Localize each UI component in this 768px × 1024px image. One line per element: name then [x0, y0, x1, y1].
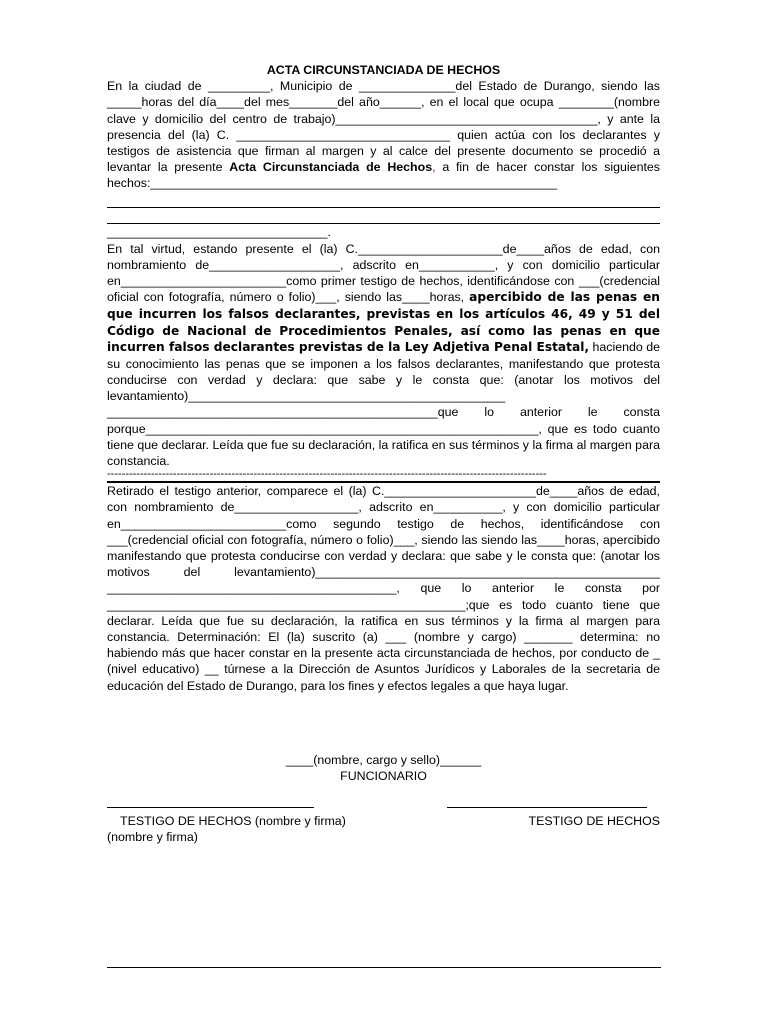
first-witness-text: En tal virtud, estando presente el (la) C._____________________de____años de edad, con nombramiento de___________________, adscrito en___________, y con domicilio particular en________________________como primer testigo de hechos, identificándose con ___(credencial oficial con fotografía, número o folio)___, siendo las____horas,: [107, 241, 660, 305]
intro-comma: ,: [432, 160, 436, 175]
witness-signatures: [107, 807, 660, 841]
official-title: FUNCIONARIO: [340, 769, 427, 784]
intro-text-after: a fin de hacer constar los siguientes hechos:___________________________________________________________: [107, 160, 660, 191]
blank-line: [107, 192, 660, 208]
witness-left-signature-line: [107, 807, 314, 808]
witness-left-label: TESTIGO DE HECHOS (nombre y firma): [120, 814, 346, 829]
dashed-separator: ------------------------------------------------------------------------------------------------------------------------: [107, 469, 547, 481]
official-signature-line: ____(nombre, cargo y sello)______: [285, 752, 482, 767]
document-title: ACTA CIRCUNSTANCIADA DE HECHOS: [266, 63, 501, 77]
intro-bold-title: Acta Circunstanciada de Hechos: [229, 160, 433, 175]
paragraph-intro: [107, 78, 660, 191]
witness-right-signature-line: [447, 807, 647, 808]
intro-text: En la ciudad de _________, Municipio de ______________del Estado de Durango, siendo las _____horas del día____del mes_______del año______, en el local que ocupa ________(nombre clave y domicilio del centro de trabajo)______________________________________, y ante la presencia del (la) C. _______________________________ quien actúa con los declarantes y testigos de asistencia que firman al margen y al calce del presente documento se procedió a levantar la presente: [107, 79, 660, 175]
paragraph-second-witness: Retirado el testigo anterior, comparece el (la) C.______________________de____años de edad, con nombramiento de__________________, adscrito en__________, y con domicilio particular en________________________como segundo testigo de hechos, identificándose con ___(credencial oficial con fotografía, número o folio)___, siendo las siendo las____horas, apercibido manifestando que protesta conducirse con verdad y declara: que sabe y le consta que: (anotar los motivos del levantamiento)__________________________________________________ __________________________________________, que lo anterior le consta por ____________________________________________________;que es todo cuanto tiene que declarar. Leída que fue su declaración, la ratifica en sus términos y la firma al margen para constancia. Determinación: El (la) suscrito (a) ___ (nombre y cargo) _______ determina: no habiendo más que hacer constar en la presente acta circunstanciada de hechos, por conducto de _ (nivel educativo) __ túrnese a la Dirección de Asuntos Jurídicos y Laborales de la secretaria de educación del Estado de Durango, para los fines y efectos legales a que haya lugar.: [107, 484, 660, 693]
witness-right-label-cont: (nombre y firma): [107, 830, 198, 845]
first-witness-warning: apercibido de las penas en que incurren los falsos declarantes, previstas en los artículos 46, 49 y 51 del Código de Nacional de Procedimientos Penales, así como las penas en que incurren falsos declarantes previstas de la Ley Adjetiva Penal Estatal,: [107, 290, 660, 355]
document-body: [107, 62, 660, 845]
bottom-rule: [107, 967, 661, 968]
paragraph-first-witness: [107, 241, 660, 469]
intro-end-line: ________________________________.: [107, 224, 331, 239]
first-witness-text-after: haciendo de su conocimiento las penas que se imponen a los falsos declarantes, manifestando que protesta conducirse con verdad y declara: que sabe y le consta que: (anotar los motivos del levantamiento)______________________________________________ ________________________________________________que lo anterior le consta porque_________________________________________________________, que es todo cuanto tiene que declarar. Leída que fue su declaración, la ratifica en sus términos y la firma al margen para constancia.: [107, 340, 660, 469]
witness-right-label: TESTIGO DE HECHOS: [528, 814, 660, 829]
blank-line: [107, 208, 660, 224]
